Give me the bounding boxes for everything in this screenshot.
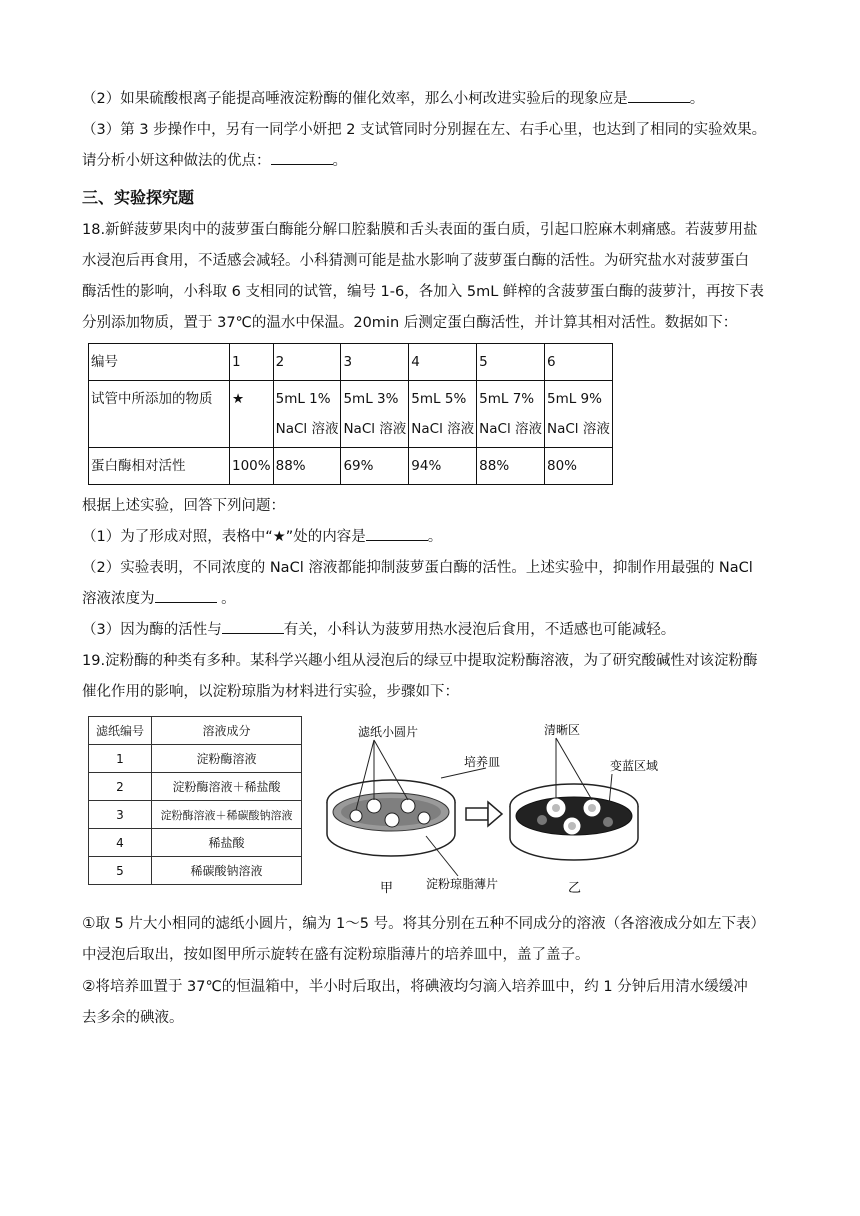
punct: 。 <box>332 153 347 169</box>
q18-intro-line: 水浸泡后再食用，不适感会减轻。小科猜测可能是盐水影响了菠萝蛋白酶的活性。为研究盐水对菠萝蛋白 <box>82 253 749 269</box>
q18-question-2 <box>82 553 782 584</box>
table-cell: 88% <box>477 448 545 485</box>
answer-blank <box>155 588 217 603</box>
table-cell: 2 <box>273 344 341 381</box>
table-cell: 5 <box>477 344 545 381</box>
q19-intro-line: 催化作用的影响，以淀粉琼脂为材料进行实验，步骤如下： <box>82 684 459 700</box>
question-text: （1）为了形成对照，表格中“★”处的内容是 <box>82 529 366 545</box>
table-cell: 88% <box>273 448 341 485</box>
table-cell: 稀盐酸 <box>152 829 302 857</box>
table-cell: 淀粉酶溶液＋稀碳酸钠溶液 <box>152 801 302 829</box>
filter-paper-table <box>88 716 302 885</box>
table-row <box>89 745 302 773</box>
petri-dish-jia <box>327 780 455 856</box>
table-cell: 1 <box>230 344 274 381</box>
cell-line: NaCl 溶液 <box>479 421 542 437</box>
table-cell: 6 <box>544 344 612 381</box>
step-text: 取 5 片大小相同的滤纸小圆片，编为 1～5 号。将其分别在五种不同成分的溶液（各溶液成分如左下表） <box>95 916 766 932</box>
table-row <box>89 381 613 448</box>
answer-blank <box>366 526 428 541</box>
q17-part3-text: （3）第 3 步操作中，另有一同学小妍把 2 支试管同时分别握在左、右手心里，也达到了相同的实验效果。 <box>82 122 767 138</box>
answer-blank <box>628 88 690 103</box>
experiment-figure <box>88 716 782 902</box>
table-header-cell: 溶液成分 <box>152 717 302 745</box>
table-cell <box>477 381 545 448</box>
table-row <box>89 344 613 381</box>
table-cell: 稀碳酸钠溶液 <box>152 857 302 885</box>
table-cell: 3 <box>341 344 409 381</box>
table-cell <box>544 381 612 448</box>
table-cell: 淀粉酶溶液 <box>152 745 302 773</box>
q17-part3-text-2: 请分析小妍这种做法的优点： <box>82 153 271 169</box>
cell-line: NaCl 溶液 <box>546 421 610 437</box>
enzyme-activity-table <box>88 343 613 485</box>
table-cell <box>273 381 341 448</box>
table-cell: 4 <box>89 829 152 857</box>
table-cell: 淀粉酶溶液＋稀盐酸 <box>152 773 302 801</box>
table-cell <box>409 381 477 448</box>
table-header-cell: 滤纸编号 <box>89 717 152 745</box>
question-text: 溶液浓度为 <box>82 591 155 607</box>
table-row <box>89 857 302 885</box>
question-text: 有关，小科认为菠萝用热水浸泡后食用，不适感也可能减轻。 <box>283 622 676 638</box>
step-number: ② <box>82 977 96 995</box>
cell-line: NaCl 溶液 <box>411 421 475 437</box>
table-cell: 80% <box>544 448 612 485</box>
q19-step2-cont: 去多余的碘液。 <box>82 1010 184 1026</box>
star-cell: ★ <box>230 381 274 448</box>
q17-part2-text: （2）如果硫酸根离子能提高唾液淀粉酶的催化效率，那么小柯改进实验后的现象应是 <box>82 91 628 107</box>
blue-zone-label: 变蓝区域 <box>610 759 659 773</box>
cell-line: 5mL 5% <box>411 391 467 407</box>
filter-paper-label: 滤纸小圆片 <box>358 725 419 739</box>
punct: 。 <box>689 91 705 107</box>
answer-blank <box>271 150 333 165</box>
pointer-line <box>441 768 486 778</box>
table-cell: 蛋白酶相对活性 <box>89 448 230 485</box>
table-row <box>89 801 302 829</box>
q19-step2 <box>82 971 782 1003</box>
table-row <box>89 829 302 857</box>
table-cell: 5 <box>89 857 152 885</box>
agar-label: 淀粉琼脂薄片 <box>426 877 499 891</box>
table-cell: 2 <box>89 773 152 801</box>
question-text: （2）实验表明，不同浓度的 NaCl 溶液都能抑制菠萝蛋白酶的活性。上述实验中，抑制作用最强的 NaCl <box>82 560 753 576</box>
q17-part2 <box>82 84 782 115</box>
q18-intro-line: 酶活性的影响，小科取 6 支相同的试管，编号 1-6，各加入 5mL 鲜榨的含菠萝蛋白酶的菠萝汁，再按下表 <box>82 284 764 300</box>
punct: 。 <box>427 529 443 545</box>
arrow-icon <box>466 802 502 826</box>
petri-dish-diagram <box>316 716 676 902</box>
q18-question-2-cont <box>82 584 782 615</box>
q17-part3-cont <box>82 146 782 177</box>
table-cell: 100% <box>230 448 274 485</box>
figure-yi-label: 乙 <box>568 881 582 896</box>
table-cell: 94% <box>409 448 477 485</box>
section-title: 三、实验探究题 <box>82 188 195 207</box>
question-text: （3）因为酶的活性与 <box>82 622 222 638</box>
q18-question-1 <box>82 522 782 553</box>
q18-question-3 <box>82 615 782 646</box>
figure-jia-label: 甲 <box>380 881 394 896</box>
cell-line: NaCl 溶液 <box>275 421 339 437</box>
q18-prompt: 根据上述实验，回答下列问题： <box>82 498 285 514</box>
document-page <box>82 84 782 1034</box>
q17-part3 <box>82 115 782 146</box>
cell-line: NaCl 溶液 <box>343 421 407 437</box>
petri-dish-yi <box>510 784 638 860</box>
table-row <box>89 448 613 485</box>
q19-intro-line: 19.淀粉酶的种类有多种。某科学兴趣小组从浸泡后的绿豆中提取淀粉酶溶液，为了研究酸碱性对该淀粉酶 <box>82 653 758 669</box>
q18-intro-line: 18.新鲜菠萝果肉中的菠萝蛋白酶能分解口腔黏膜和舌头表面的蛋白质，引起口腔麻木刺痛感。若菠萝用盐 <box>82 222 758 238</box>
table-cell: 1 <box>89 745 152 773</box>
dish-label: 培养皿 <box>464 755 501 769</box>
step-number: ① <box>82 914 96 932</box>
cell-line: 5mL 9% <box>546 391 602 407</box>
cell-line: 5mL 1% <box>275 391 331 407</box>
table-cell: 69% <box>341 448 409 485</box>
cell-line: 5mL 3% <box>343 391 399 407</box>
q19-step1 <box>82 908 782 940</box>
table-cell: 3 <box>89 801 152 829</box>
q19-step1-cont: 中浸泡后取出，按如图甲所示旋转在盛有淀粉琼脂薄片的培养皿中，盖了盖子。 <box>82 947 590 963</box>
table-cell <box>341 381 409 448</box>
q18-intro-line: 分别添加物质，置于 37℃的温水中保温。20min 后测定蛋白酶活性，并计算其相对活性。数据如下： <box>82 315 738 331</box>
cell-line: 5mL 7% <box>479 391 535 407</box>
table-cell: 试管中所添加的物质 <box>89 381 230 448</box>
q19-intro <box>82 646 782 708</box>
punct: 。 <box>216 591 236 607</box>
table-row <box>89 717 302 745</box>
table-cell: 4 <box>409 344 477 381</box>
q18-intro <box>82 215 782 339</box>
answer-blank <box>222 619 284 634</box>
table-cell: 编号 <box>89 344 230 381</box>
step-text: 将培养皿置于 37℃的恒温箱中，半小时后取出，将碘液均匀滴入培养皿中，约 1 分钟后用清水缓缓冲 <box>95 979 748 995</box>
table-row <box>89 773 302 801</box>
clear-zone-label: 清晰区 <box>544 723 581 737</box>
